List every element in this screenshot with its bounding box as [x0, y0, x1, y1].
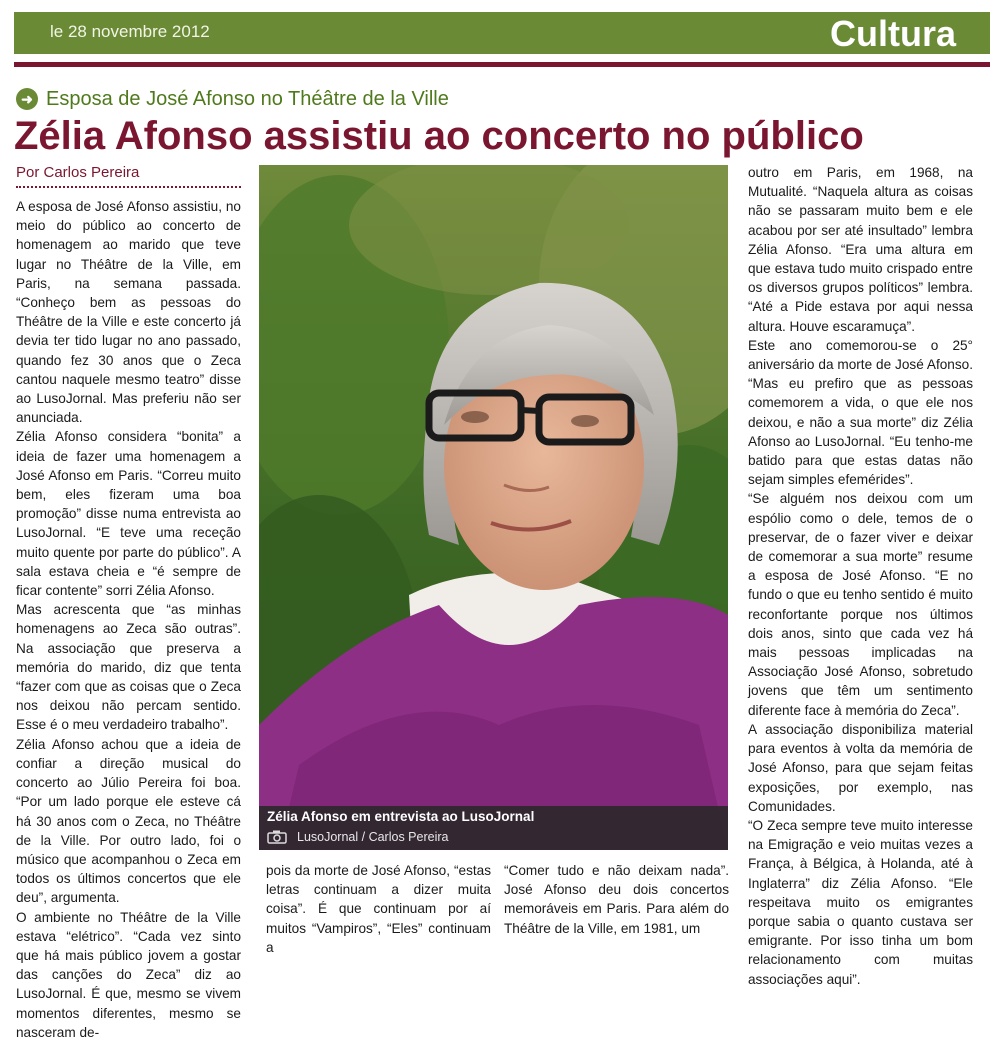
arrow-right-icon: ➜: [16, 88, 38, 110]
issue-date: le 28 novembre 2012: [50, 22, 210, 41]
article-column-3: [504, 861, 729, 938]
paragraph: pois da morte de José Afonso, “estas letras continuam a dizer muita coisa”. É que continuam por aí muitos “Vampiros”, “Eles” continuam a: [266, 863, 491, 955]
article-column-1: [16, 197, 241, 1042]
article-column-4: [748, 163, 973, 989]
paragraph: Zélia Afonso considera “bonita” a ideia de fazer uma homenagem a José Afonso em Paris. “Correu muito bem, eles fizeram uma boa promoção” disse numa entrevista ao LusoJornal. “E teve uma receção muito quente por parte do público”. A sala estava cheia e “é sempre de ficar contente” sorri Zélia Afonso.: [16, 429, 241, 599]
paragraph: “Se alguém nos deixou com um espólio como o dele, temos de o preservar, de o fazer viver e deixar de comemorar a sua morte” resume a esposa de José Afonso. “E no fundo o que eu tenho sentido é muito reconfortante porque nos últimos dois anos, sinto que cada vez há mais pessoas implicadas na Associação José Afonso, sobretudo jovens que têm um sentimento diferente face à memória do Zeca”.: [748, 491, 973, 718]
section-title: Cultura: [830, 13, 956, 54]
article-byline: Por Carlos Pereira: [16, 164, 140, 181]
paragraph: O ambiente no Théâtre de la Ville estava “elétrico”. “Cada vez sinto que há mais público jovem a gostar das canções do Zeca” diz ao LusoJornal. É que, mesmo se vivem momentos diferentes, mesmo se nasceram de-: [16, 909, 241, 1040]
article-photo: [259, 165, 728, 850]
kicker-row: [16, 86, 449, 112]
photo-credit: LusoJornal / Carlos Pereira: [297, 830, 449, 844]
paragraph: “O Zeca sempre teve muito interesse na Emigração e veio muitas vezes a França, à Bélgica, à Holanda, até à Inglaterra” diz Zélia Afonso. “Ele respeitava muito os emigrantes porque sabia o quanto custava ser emigrante. Por isso tinha um bom relacionamento com muitas associações aqui”.: [748, 817, 973, 987]
byline-divider: [16, 186, 241, 188]
section-header-bar: [14, 12, 990, 54]
camera-icon: [267, 830, 287, 844]
caption-box: [259, 806, 728, 850]
header-rule: [14, 62, 990, 67]
portrait-illustration: [259, 165, 728, 850]
photo-credit-row: [267, 830, 448, 844]
paragraph: Zélia Afonso achou que a ideia de confiar a direção musical do concerto ao Júlio Pereira foi boa. “Por um lado porque ele esteve cá há 30 anos com o Zeca, no Théâtre de la Ville. Por outro lado, foi o músico que acompanhou o Zeca em todos os últimos concertos que ele deu”, argumenta.: [16, 736, 241, 906]
paragraph: Este ano comemorou-se o 25° aniversário da morte de José Afonso. “Mas eu prefiro que as pessoas comemorem a vida, o que ele nos deixou, e não a sua morte” diz Zélia Afonso ao LusoJornal. “Eu tenho-me batido para que estas datas não sejam simples efemérides”.: [748, 337, 973, 488]
article-headline: Zélia Afonso assistiu ao concerto no público: [14, 114, 864, 158]
paragraph: outro em Paris, em 1968, na Mutualité. “Naquela altura as coisas não se passaram muito bem e ele acabou por ser até insultado” lembra Zélia Afonso. “Era uma altura em que estava tudo muito crispado entre os diversos grupos políticos” lembra. “Até a Pide estava por aqui nessa altura. Houve escaramuça”.: [748, 165, 973, 334]
paragraph: A associação disponibiliza material para eventos à volta da memória de José Afonso, para que sejam feitas exposições, por exemplo, nas Comunidades.: [748, 721, 973, 814]
paragraph: Mas acrescenta que “as minhas homenagens ao Zeca são outras”. Na associação que preserva a memória do marido, diz que tenta “fazer com que as coisas que o Zeca nos deixou não percam sentido. Esse é o meu verdadeiro trabalho”.: [16, 602, 241, 733]
article-column-2: [266, 861, 491, 957]
paragraph: A esposa de José Afonso assistiu, no meio do público ao concerto de homenagem ao marido que teve lugar no Théâtre de la Ville, em Paris, na semana passada. “Conheço bem as pessoas do Théâtre de la Ville e este concerto já devia ter tido lugar no ano passado, quando fez 30 anos que o Zeca cantou naquele mesmo teatro” disse ao LusoJornal. Mas preferiu não ser anunciada.: [16, 199, 241, 426]
paragraph: “Comer tudo e não deixam nada”. José Afonso deu dois concertos memoráveis em Paris. Para além do Théâtre de la Ville, em 1981, um: [504, 863, 729, 936]
article-kicker: Esposa de José Afonso no Théâtre de la Ville: [46, 87, 449, 110]
photo-caption: Zélia Afonso em entrevista ao LusoJornal: [267, 809, 535, 824]
